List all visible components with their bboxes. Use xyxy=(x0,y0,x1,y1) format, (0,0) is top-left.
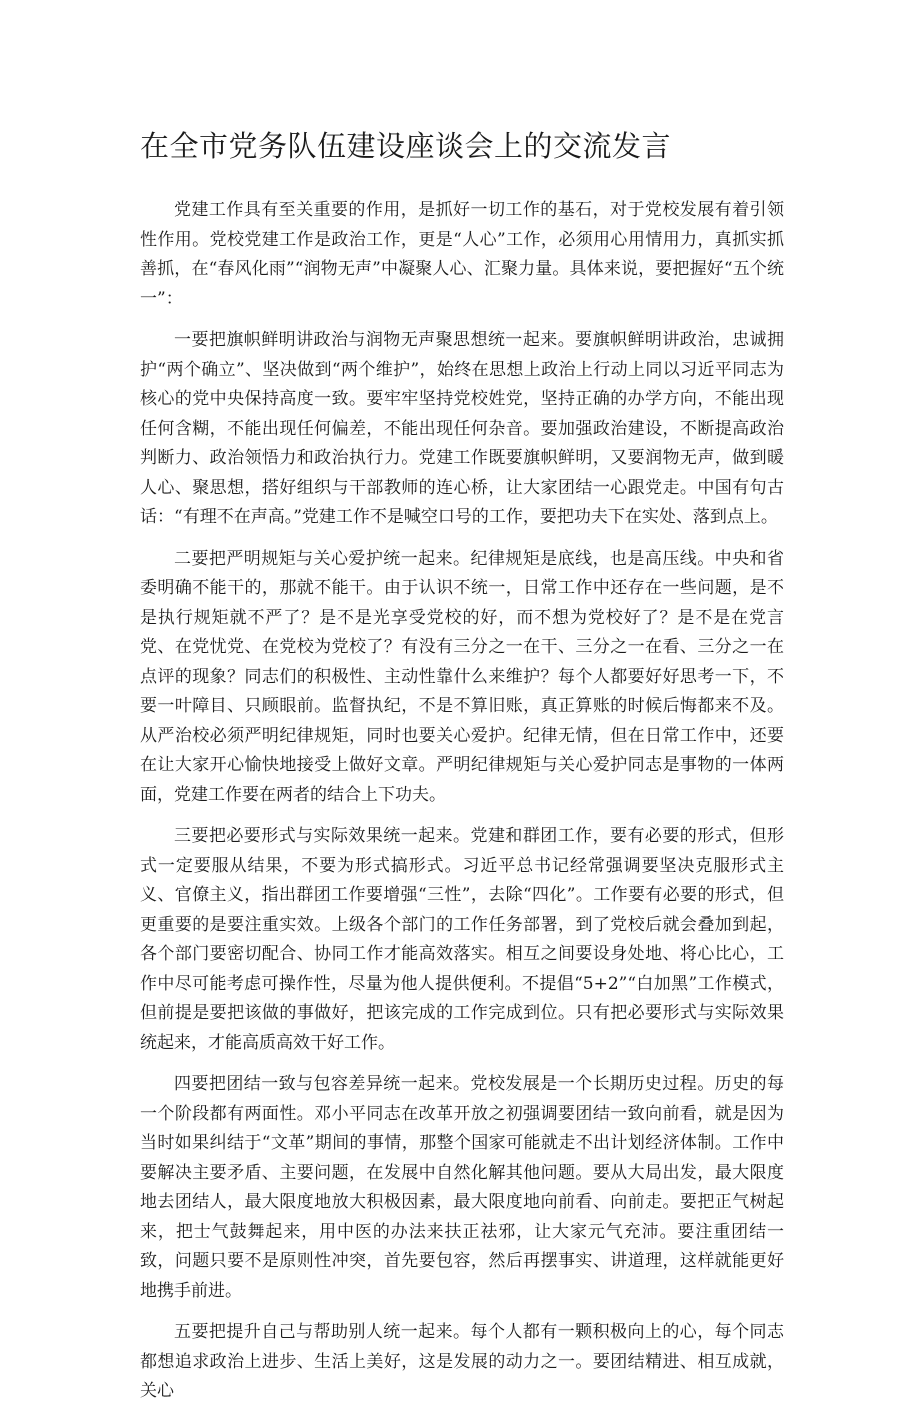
document-page xyxy=(140,126,784,1419)
document-title: 在全市党务队伍建设座谈会上的交流发言 xyxy=(140,129,672,163)
paragraph-intro: 党建工作具有至关重要的作用，是抓好一切工作的基石，对于党校发展有着引领性作用。党校党建工作是政治工作，更是“人心”工作，必须用心用情用力，真抓实抓善抓，在“春风化雨”“润物无声”中凝聚人心、汇聚力量。具体来说，要把握好“五个统一”： xyxy=(140,200,784,309)
paragraph-point-1: 一要把旗帜鲜明讲政治与润物无声聚思想统一起来。要旗帜鲜明讲政治，忠诚拥护“两个确立”、坚决做到“两个维护”，始终在思想上政治上行动上同以习近平同志为核心的党中央保持高度一致。要牢牢坚持党校姓党，坚持正确的办学方向，不能出现任何含糊，不能出现任何偏差，不能出现任何杂音。要加强政治建设，不断提高政治判断力、政治领悟力和政治执行力。党建工作既要旗帜鲜明，又要润物无声，做到暖人心、聚思想，搭好组织与干部教师的连心桥，让大家团结一心跟党走。中国有句古话：“有理不在声高。”党建工作不是喊空口号的工作，要把功夫下在实处、落到点上。 xyxy=(140,330,784,527)
paragraph-point-5: 五要把提升自己与帮助别人统一起来。每个人都有一颗积极向上的心，每个同志都想追求政治上进步、生活上美好，这是发展的动力之一。要团结精进、相互成就，关心 xyxy=(140,1322,784,1401)
paragraph-point-2: 二要把严明规矩与关心爱护统一起来。纪律规矩是底线，也是高压线。中央和省委明确不能干的，那就不能干。由于认识不统一，日常工作中还存在一些问题，是不是执行规矩就不严了？是不是光享受党校的好，而不想为党校好了？是不是在党言党、在党忧党、在党校为党校了？有没有三分之一在干、三分之一在看、三分之一在点评的现象？同志们的积极性、主动性靠什么来维护？每个人都要好好思考一下，不要一叶障目、只顾眼前。监督执纪，不是不算旧账，真正算账的时候后悔都来不及。从严治校必须严明纪律规矩，同时也要关心爱护。纪律无情，但在日常工作中，还要在让大家开心愉快地接受上做好文章。严明纪律规矩与关心爱护同志是事物的一体两面，党建工作要在两者的结合上下功夫。 xyxy=(140,548,784,805)
paragraph-point-4: 四要把团结一致与包容差异统一起来。党校发展是一个长期历史过程。历史的每一个阶段都有两面性。邓小平同志在改革开放之初强调要团结一致向前看，就是因为当时如果纠结于“文革”期间的事情，那整个国家可能就走不出计划经济体制。工作中要解决主要矛盾、主要问题，在发展中自然化解其他问题。要从大局出发，最大限度地去团结人，最大限度地放大积极因素，最大限度地向前看、向前走。要把正气树起来，把士气鼓舞起来，用中医的办法来扶正祛邪，让大家元气充沛。要注重团结一致，问题只要不是原则性冲突，首先要包容，然后再摆事实、讲道理，这样就能更好地携手前进。 xyxy=(140,1074,784,1301)
paragraph-point-3: 三要把必要形式与实际效果统一起来。党建和群团工作，要有必要的形式，但形式一定要服从结果，不要为形式搞形式。习近平总书记经常强调要坚决克服形式主义、官僚主义，指出群团工作要增强“三性”，去除“四化”。工作要有必要的形式，但更重要的是要注重实效。上级各个部门的工作任务部署，到了党校后就会叠加到起，各个部门要密切配合、协同工作才能高效落实。相互之间要设身处地、将心比心，工作中尽可能考虑可操作性，尽量为他人提供便利。不提倡“5+2”“白加黑”工作模式，但前提是要把该做的事做好，把该完成的工作完成到位。只有把必要形式与实际效果统起来，才能高质高效干好工作。 xyxy=(140,826,784,1053)
